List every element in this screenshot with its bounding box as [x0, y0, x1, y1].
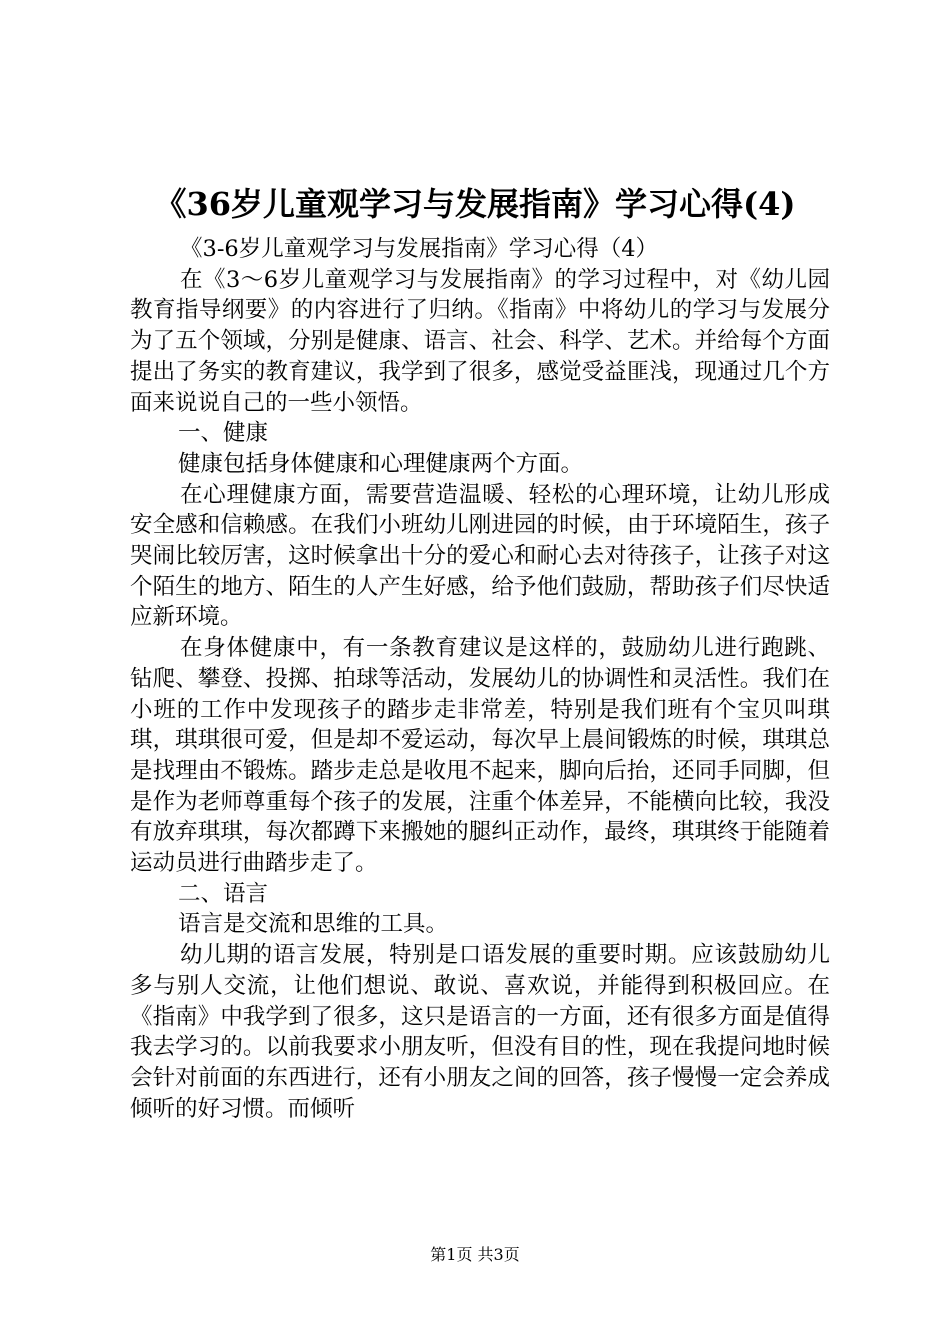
language-development-paragraph: 幼儿期的语言发展，特别是口语发展的重要时期。应该鼓励幼儿多与别人交流，让他们想说、敢说、喜欢说，并能得到积极回应。在《指南》中我学到了很多，这只是语言的一方面，还有很多方面是值得我去学习的。以前我要求小朋友听，但没有目的性，现在我提问地时候会针对前面的东西进行，还有小朋友之间的回答，孩子慢慢一定会养成倾听的好习惯。而倾听 [130, 942, 830, 1122]
health-summary-paragraph: 健康包括身体健康和心理健康两个方面。 [178, 450, 584, 477]
physical-health-paragraph: 在身体健康中，有一条教育建议是这样的，鼓励幼儿进行跑跳、钻爬、攀登、投掷、拍球等活动，发展幼儿的协调性和灵活性。我们在小班的工作中发现孩子的踏步走非常差，特别是我们班有个宝贝叫琪琪，琪琪很可爱，但是却不爱运动，每次早上晨间锻炼的时候，琪琪总是找理由不锻炼。踏步走总是收甩不起来，脚向后抬，还同手同脚，但是作为老师尊重每个孩子的发展，注重个体差异，不能横向比较，我没有放弃琪琪，每次都蹲下来搬她的腿纠正动作，最终，琪琪终于能随着运动员进行曲踏步走了。 [130, 635, 830, 877]
intro-paragraph: 在《3～6岁儿童观学习与发展指南》的学习过程中，对《幼儿园教育指导纲要》的内容进行了归纳。《指南》中将幼儿的学习与发展分为了五个领域，分别是健康、语言、社会、科学、艺术。并给每个方面提出了务实的教育建议，我学到了很多，感觉受益匪浅，现通过几个方面来说说自己的一些小领悟。 [130, 266, 830, 416]
language-summary-paragraph: 语言是交流和思维的工具。 [178, 911, 449, 938]
document-title: 《36岁儿童观学习与发展指南》学习心得(4) [154, 185, 796, 223]
subtitle-paragraph: 《3-6岁儿童观学习与发展指南》学习心得（4） [180, 236, 659, 262]
mental-health-paragraph: 在心理健康方面，需要营造温暖、轻松的心理环境，让幼儿形成安全感和信赖感。在我们小班幼儿刚进园的时候，由于环境陌生，孩子哭闹比较厉害，这时候拿出十分的爱心和耐心去对待孩子，让孩子对这个陌生的地方、陌生的人产生好感，给予他们鼓励，帮助孩子们尽快适应新环境。 [130, 481, 830, 631]
page-footer: 第1页 共3页 [430, 1245, 520, 1264]
section-heading-health: 一、健康 [178, 420, 269, 447]
document-body [130, 234, 830, 1124]
section-heading-language: 二、语言 [178, 880, 269, 907]
